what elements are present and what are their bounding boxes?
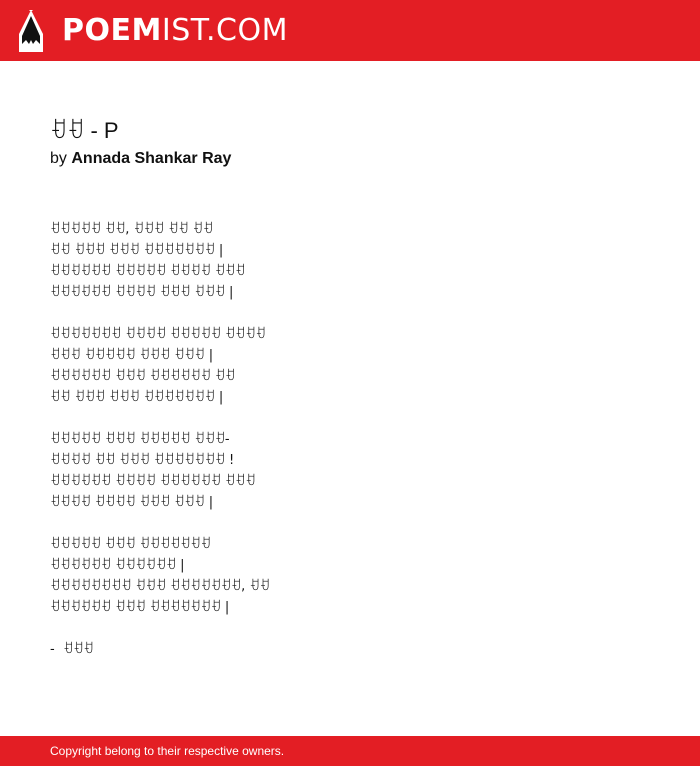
site-logo-link[interactable] [0,10,288,52]
pencil-logo-icon [18,10,44,52]
site-header [0,0,700,61]
poem-line: ꀀꀀꀀꀀ ꀀꀀ ꀀꀀꀀ ꀀꀀꀀꀀꀀꀀꀀ ! [50,453,235,468]
brand-bold-text: POEM [62,12,162,48]
poem-line: ꀀꀀ ꀀꀀꀀ ꀀꀀꀀ ꀀꀀꀀꀀꀀꀀꀀ | [50,243,224,258]
poem-stanza [50,219,650,303]
poem-title: ꀀꀀ - P [50,118,119,143]
poem-line: ꀀꀀꀀꀀꀀꀀ ꀀꀀꀀꀀꀀꀀ | [50,558,185,573]
poem-line: ꀀꀀꀀꀀꀀ ꀀꀀꀀ ꀀꀀꀀꀀꀀ ꀀꀀꀀ- [50,432,230,447]
site-footer [0,736,700,766]
poem-line: ꀀꀀ ꀀꀀꀀ ꀀꀀꀀ ꀀꀀꀀꀀꀀꀀꀀ | [50,390,224,405]
poem-body [50,219,650,660]
poem-stanza [50,534,650,618]
poem-line: ꀀꀀꀀꀀꀀꀀ ꀀꀀꀀꀀꀀ ꀀꀀꀀꀀ ꀀꀀꀀ [50,264,246,279]
byline-prefix: by [50,150,67,167]
poem-line: ꀀꀀꀀꀀꀀꀀ ꀀꀀꀀ ꀀꀀꀀꀀꀀꀀ ꀀꀀ [50,369,236,384]
author-link[interactable]: Annada Shankar Ray [71,150,232,167]
copyright-text: Copyright belong to their respective owners. [50,744,285,758]
poem-stanza [50,324,650,408]
poem-stanza [50,429,650,513]
poem-line: ꀀꀀꀀꀀꀀ ꀀꀀ, ꀀꀀꀀ ꀀꀀ ꀀꀀ [50,222,213,237]
poem-line: ꀀꀀꀀꀀꀀꀀꀀ ꀀꀀꀀꀀ ꀀꀀꀀꀀꀀ ꀀꀀꀀꀀ [50,327,266,342]
brand-light-text: IST.COM [161,12,288,48]
poem-line: ꀀꀀꀀꀀꀀꀀ ꀀꀀꀀꀀ ꀀꀀꀀ ꀀꀀꀀ | [50,285,234,300]
poem-line: ꀀꀀꀀꀀꀀꀀ ꀀꀀꀀꀀ ꀀꀀꀀꀀꀀꀀ ꀀꀀꀀ [50,474,256,489]
poem-line: ꀀꀀꀀꀀꀀꀀ ꀀꀀꀀ ꀀꀀꀀꀀꀀꀀꀀ | [50,600,230,615]
poem-line: ꀀꀀꀀꀀꀀ ꀀꀀꀀ ꀀꀀꀀꀀꀀꀀꀀ [50,537,211,552]
poem-line: ꀀꀀꀀꀀ ꀀꀀꀀꀀ ꀀꀀꀀ ꀀꀀꀀ | [50,495,214,510]
byline [50,149,231,169]
site-brand [62,12,288,48]
poem-line: ꀀꀀꀀ ꀀꀀꀀꀀꀀ ꀀꀀꀀ ꀀꀀꀀ | [50,348,214,363]
poem-line: ꀀꀀꀀꀀꀀꀀꀀꀀ ꀀꀀꀀ ꀀꀀꀀꀀꀀꀀꀀ, ꀀꀀ [50,579,270,594]
poem-signature: - ꀀꀀꀀ [50,642,94,657]
